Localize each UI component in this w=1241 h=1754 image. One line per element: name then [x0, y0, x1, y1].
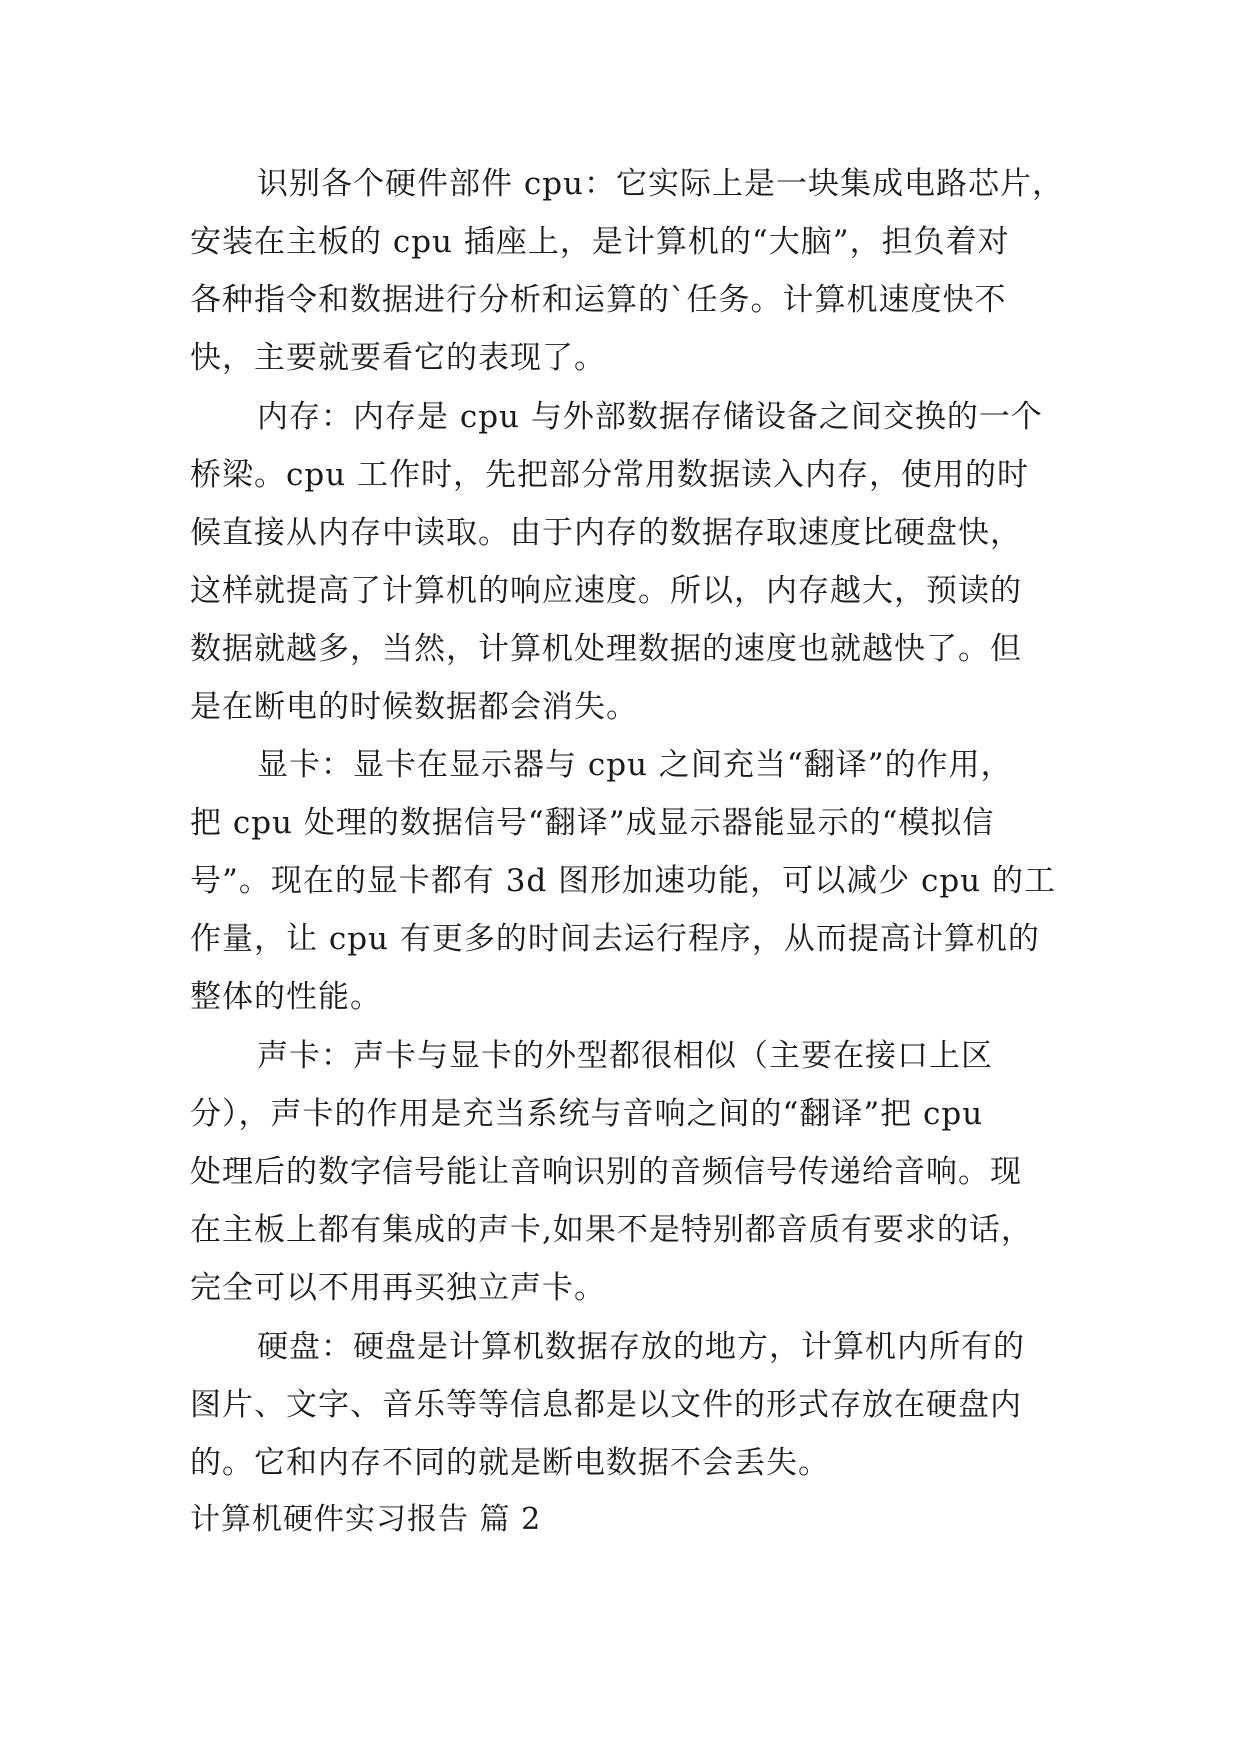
paragraph-gpu-line-5: 整体的性能。: [190, 979, 382, 1015]
paragraph-gpu-line-4: 作量，让 cpu 有更多的时间去运行程序，从而提高计算机的: [190, 921, 1040, 957]
paragraph-memory-line-6: 是在断电的时候数据都会消失。: [190, 689, 638, 725]
paragraph-gpu-line-3: 号”。现在的显卡都有 3d 图形加速功能，可以减少 cpu 的工: [190, 863, 1057, 899]
paragraph-memory-line-1: 内存：内存是 cpu 与外部数据存储设备之间交换的一个: [257, 399, 1043, 435]
paragraph-sound-line-2: 分），声卡的作用是充当系统与音响之间的“翻译”把 cpu: [190, 1096, 984, 1132]
paragraph-cpu-line-3: 各种指令和数据进行分析和运算的`任务。计算机速度快不: [190, 282, 1007, 318]
paragraph-sound-line-3: 处理后的数字信号能让音响识别的音频信号传递给音响。现: [190, 1154, 1022, 1190]
paragraph-memory-line-3: 候直接从内存中读取。由于内存的数据存取速度比硬盘快，: [190, 515, 1022, 551]
paragraph-memory-line-4: 这样就提高了计算机的响应速度。所以，内存越大，预读的: [190, 573, 1022, 609]
paragraph-cpu-line-4: 快，主要就要看它的表现了。: [190, 340, 606, 376]
paragraph-disk-line-1: 硬盘：硬盘是计算机数据存放的地方，计算机内所有的: [257, 1329, 1025, 1365]
paragraph-disk-line-3: 的。它和内存不同的就是断电数据不会丢失。: [190, 1445, 830, 1481]
section-heading: 计算机硬件实习报告 篇 2: [190, 1502, 542, 1537]
paragraph-memory-line-5: 数据就越多，当然，计算机处理数据的速度也就越快了。但: [190, 631, 1022, 667]
paragraph-sound-line-4: 在主板上都有集成的声卡,如果不是特别都音质有要求的话，: [190, 1212, 1033, 1248]
paragraph-sound-line-5: 完全可以不用再买独立声卡。: [190, 1270, 606, 1306]
paragraph-disk-line-2: 图片、文字、音乐等等信息都是以文件的形式存放在硬盘内: [190, 1387, 1022, 1423]
paragraph-cpu-line-1: 识别各个硬件部件 cpu：它实际上是一块集成电路芯片，: [257, 166, 1065, 202]
paragraph-cpu-line-2: 安装在主板的 cpu 插座上，是计算机的“大脑”，担负着对: [190, 224, 1010, 260]
paragraph-gpu-line-2: 把 cpu 处理的数据信号“翻译”成显示器能显示的“模拟信: [190, 805, 995, 841]
paragraph-gpu-line-1: 显卡：显卡在显示器与 cpu 之间充当“翻译”的作用，: [257, 747, 1013, 783]
paragraph-memory-line-2: 桥梁。cpu 工作时，先把部分常用数据读入内存，使用的时: [190, 457, 1030, 493]
paragraph-sound-line-1: 声卡：声卡与显卡的外型都很相似（主要在接口上区: [257, 1038, 993, 1074]
